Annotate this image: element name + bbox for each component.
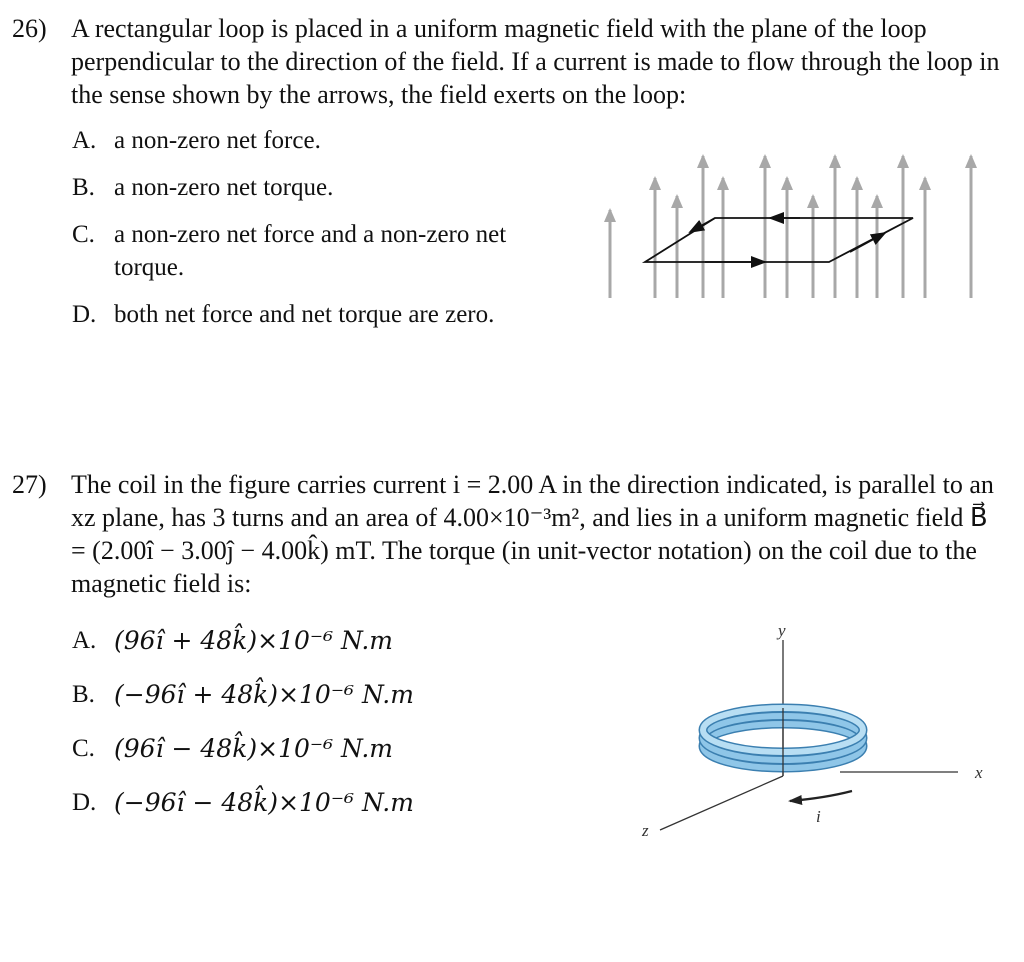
option-letter: A. — [72, 127, 97, 154]
z-axis — [660, 776, 783, 830]
option-letter: A. — [72, 627, 97, 654]
question-number: 26) — [12, 14, 47, 43]
current-arrow-icon — [790, 791, 852, 801]
current-label: i — [816, 807, 821, 826]
option-text: a non-zero net force and a non-zero net — [114, 221, 507, 248]
question-stem: A rectangular loop is placed in a uniform magnetic field with the plane of the loop perpendicular to the direction of the field. If a current is made to flow through the loop in the sense shown by the arrows, the field exerts on the loop: — [71, 14, 1000, 109]
option-text: a non-zero net torque. — [114, 174, 334, 201]
x-axis-label: x — [975, 763, 983, 782]
question-stem: The coil in the figure carries current i = 2.00 A in the direction indicated, is parallel to an xz plane, has 3 turns and an area of 4.00×10⁻³m², and lies in a uniform magnetic field B⃗ = (2.00î − 3.00ĵ − 4.00k̂) mT. The torque (in unit-vector notation) on the coil due to the magnetic field is: — [71, 470, 994, 598]
coil-figure — [630, 618, 1000, 850]
question-27 — [12, 468, 1002, 600]
rectangular-loop — [645, 218, 913, 262]
loop-in-field-figure — [595, 148, 995, 308]
question-26 — [12, 12, 1002, 111]
option-letter: B. — [72, 681, 95, 708]
option-text: (−96î − 48k̂)×10⁻⁶ N.m — [114, 788, 414, 817]
option-letter: D. — [72, 789, 97, 816]
z-axis-label: z — [642, 821, 649, 840]
option-text: both net force and net torque are zero. — [114, 301, 495, 328]
option-letter: C. — [72, 735, 95, 762]
option-text: (96î + 48k̂)×10⁻⁶ N.m — [114, 626, 393, 655]
y-axis-label: y — [778, 621, 786, 640]
option-letter: C. — [72, 221, 95, 248]
option-text: a non-zero net force. — [114, 127, 321, 154]
option-text: (−96î + 48k̂)×10⁻⁶ N.m — [114, 680, 414, 709]
option-text: (96î − 48k̂)×10⁻⁶ N.m — [114, 734, 393, 763]
field-lines — [610, 156, 971, 298]
option-text-continued: torque. — [114, 254, 185, 281]
option-letter: D. — [72, 301, 97, 328]
question-number: 27) — [12, 470, 47, 499]
option-letter: B. — [72, 174, 95, 201]
current-arrow-icon — [850, 233, 885, 252]
